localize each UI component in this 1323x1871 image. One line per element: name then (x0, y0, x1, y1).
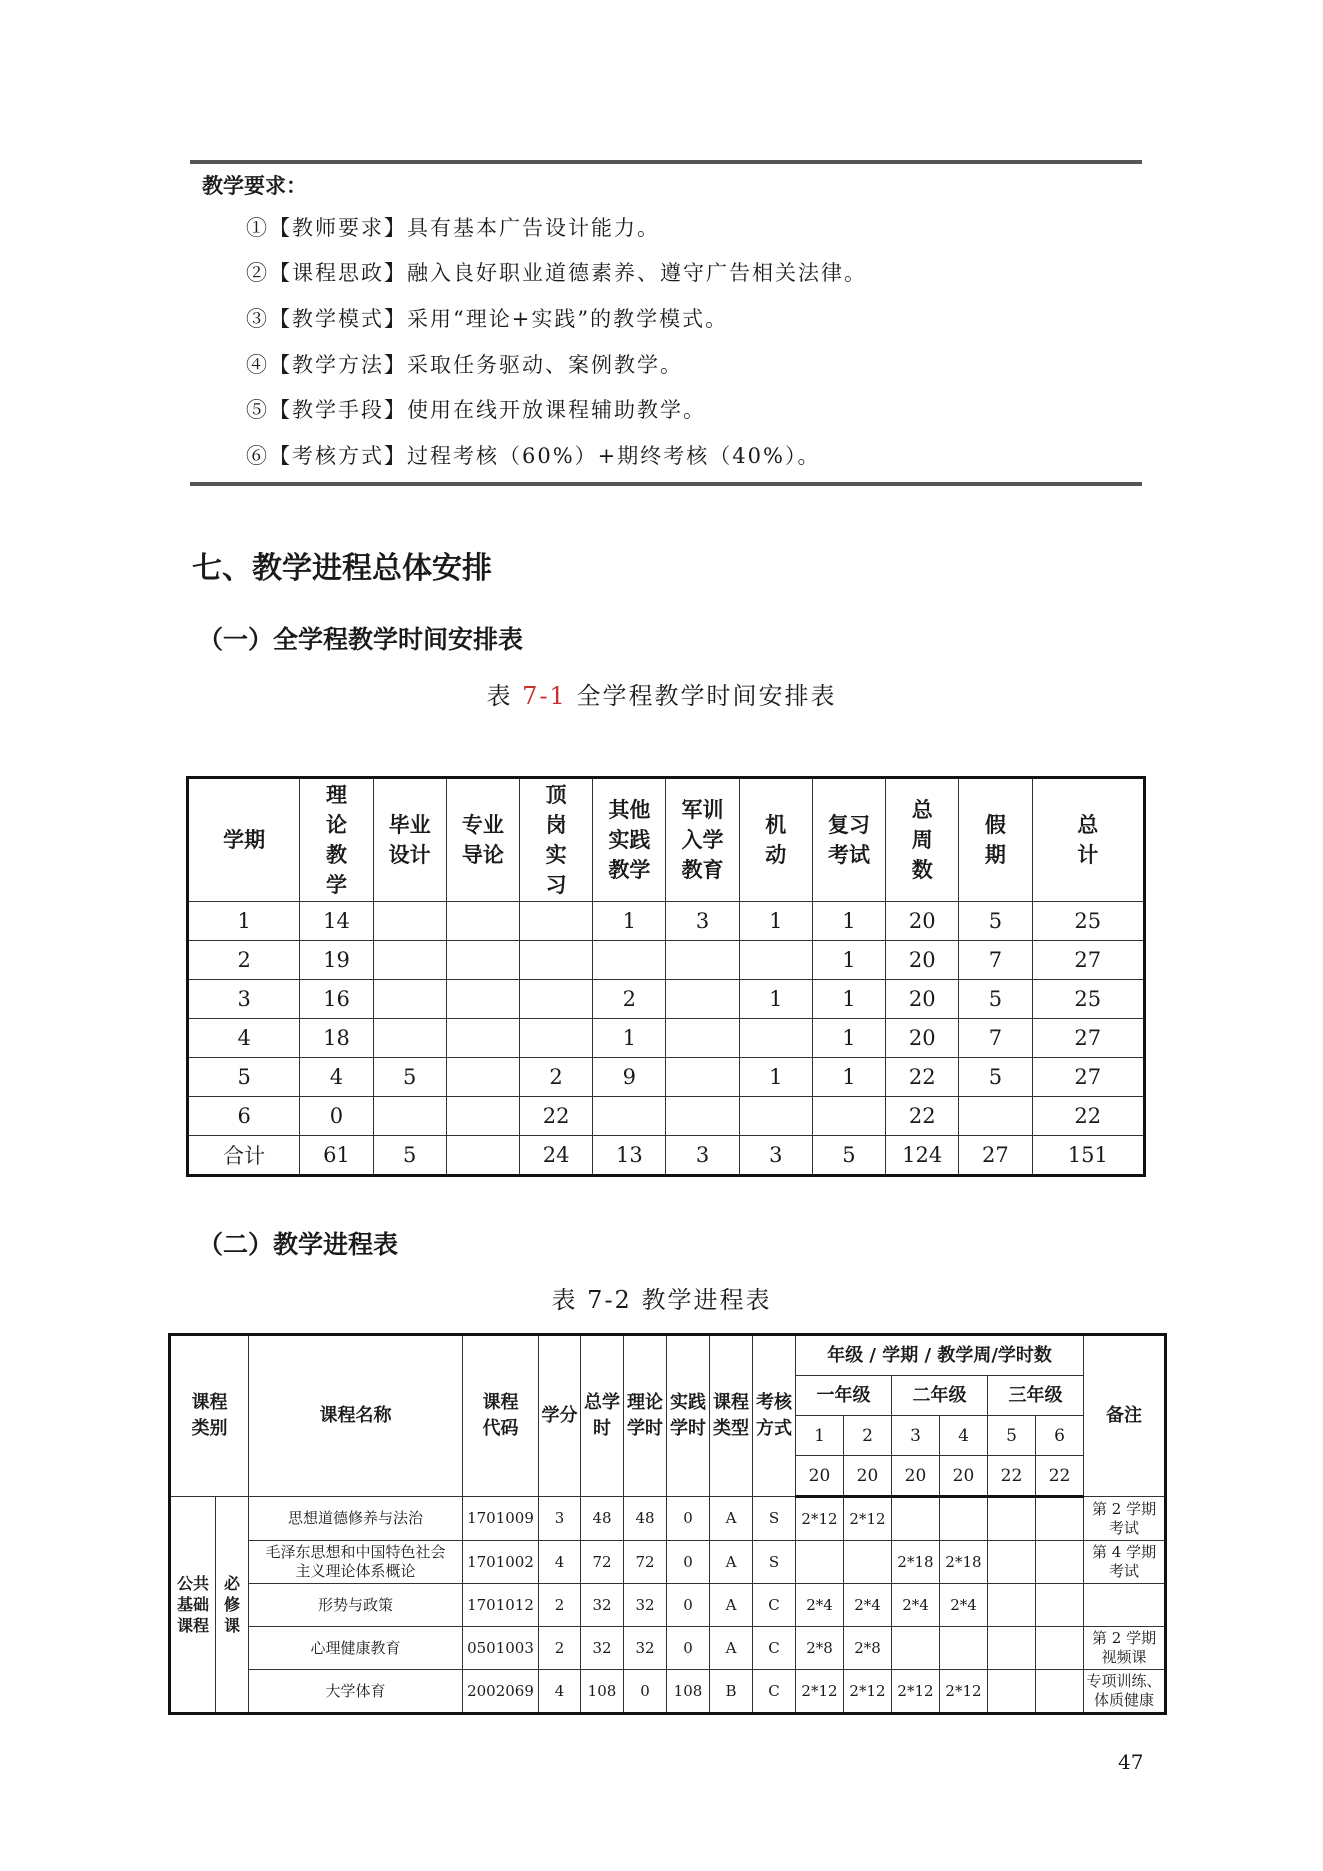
table-row (188, 1136, 1145, 1176)
table-cell: 5 (373, 1136, 446, 1176)
table-cell: 2 (520, 1058, 593, 1097)
term-hours-cell (988, 1584, 1036, 1627)
table-cell: 5 (812, 1136, 885, 1176)
category-subgroup-cell: 必 修 课 (216, 1497, 249, 1714)
table-cell: 7 (959, 1019, 1032, 1058)
table-cell: 7 (959, 941, 1032, 980)
table-row (188, 941, 1145, 980)
header-notes: 备注 (1084, 1335, 1166, 1497)
table-row (188, 1097, 1145, 1136)
table-cell: 1 (739, 980, 812, 1019)
table-cell: 151 (1032, 1136, 1144, 1176)
table-cell (373, 941, 446, 980)
table-cell (520, 1019, 593, 1058)
subsection-title-2: （二）教学进程表 (198, 1230, 399, 1259)
course-name-cell: 毛泽东思想和中国特色社会 主义理论体系概论 (249, 1541, 463, 1584)
practice-hours-cell: 0 (667, 1497, 710, 1541)
course-name-cell: 大学体育 (249, 1670, 463, 1714)
term-hours-cell (940, 1497, 988, 1541)
requirement-item: ②【课程思政】融入良好职业道德素养、遵守广告相关法律。 (246, 261, 867, 285)
header-year-3: 三年级 (988, 1376, 1084, 1416)
table-cell: 24 (520, 1136, 593, 1176)
note-cell (1084, 1584, 1166, 1627)
table-row (170, 1497, 1166, 1541)
table-cell: 22 (520, 1097, 593, 1136)
table-cell: 13 (593, 1136, 666, 1176)
term-hours-cell: 2*12 (844, 1497, 892, 1541)
credit-cell: 2 (539, 1627, 581, 1670)
header-year-2: 二年级 (892, 1376, 988, 1416)
table-cell: 18 (300, 1019, 373, 1058)
table-cell (739, 1097, 812, 1136)
header-weeks: 22 (1036, 1456, 1084, 1497)
practice-hours-cell: 108 (667, 1670, 710, 1714)
table-cell (666, 980, 739, 1019)
category-group-cell: 公共 基础 课程 (170, 1497, 216, 1714)
theory-hours-cell: 72 (624, 1541, 667, 1584)
table1-header-cell: 机 动 (739, 778, 812, 902)
theory-hours-cell: 32 (624, 1627, 667, 1670)
course-type-cell: A (710, 1584, 753, 1627)
table-cell: 20 (886, 1019, 959, 1058)
table-cell: 5 (959, 980, 1032, 1019)
term-hours-cell (1036, 1627, 1084, 1670)
table-cell: 22 (886, 1058, 959, 1097)
schedule-table-7-1 (186, 776, 1146, 1177)
header-total-hours: 总学 时 (581, 1335, 624, 1497)
table-cell: 1 (812, 902, 885, 941)
table1-header-cell: 总 计 (1032, 778, 1144, 902)
requirements-title: 教学要求： (202, 173, 307, 198)
header-term: 5 (988, 1416, 1036, 1456)
requirement-item: ⑤【教学手段】使用在线开放课程辅助教学。 (246, 398, 706, 422)
term-hours-cell (892, 1627, 940, 1670)
note-cell: 第 2 学期 考试 (1084, 1497, 1166, 1541)
table-cell: 3 (666, 1136, 739, 1176)
course-code-cell: 0501003 (463, 1627, 539, 1670)
requirement-item: ⑥【考核方式】过程考核（60%）+期终考核（40%）。 (246, 444, 821, 468)
term-hours-cell (1036, 1584, 1084, 1627)
table-cell: 4 (300, 1058, 373, 1097)
table-cell: 3 (666, 902, 739, 941)
term-hours-cell (892, 1497, 940, 1541)
exam-method-cell: C (753, 1670, 796, 1714)
table-cell (373, 1019, 446, 1058)
header-weeks: 20 (796, 1456, 844, 1497)
term-hours-cell (988, 1670, 1036, 1714)
header-weeks: 22 (988, 1456, 1036, 1497)
table-cell: 124 (886, 1136, 959, 1176)
table-cell: 27 (1032, 941, 1144, 980)
table1-header-cell: 顶 岗 实 习 (520, 778, 593, 902)
header-course-name: 课程名称 (249, 1335, 463, 1497)
table-cell: 6 (188, 1097, 300, 1136)
table-cell: 22 (886, 1097, 959, 1136)
table-row (188, 1058, 1145, 1097)
table-cell: 19 (300, 941, 373, 980)
course-name-cell: 思想道德修养与法治 (249, 1497, 463, 1541)
table-cell: 1 (593, 902, 666, 941)
caption-prefix: 表 (486, 682, 523, 710)
header-course-type: 课程 类型 (710, 1335, 753, 1497)
table-row (188, 980, 1145, 1019)
credit-cell: 4 (539, 1541, 581, 1584)
exam-method-cell: S (753, 1497, 796, 1541)
term-hours-cell (796, 1541, 844, 1584)
term-hours-cell (940, 1627, 988, 1670)
term-hours-cell: 2*8 (796, 1627, 844, 1670)
term-hours-cell: 2*8 (844, 1627, 892, 1670)
table-cell (373, 980, 446, 1019)
table-cell: 1 (739, 1058, 812, 1097)
table1-header-cell: 总 周 数 (886, 778, 959, 902)
term-hours-cell: 2*12 (892, 1670, 940, 1714)
requirement-item: ①【教师要求】具有基本广告设计能力。 (246, 216, 660, 240)
caption-text: 全学程教学时间安排表 (566, 682, 837, 710)
term-hours-cell: 2*12 (796, 1670, 844, 1714)
header-practice-hours: 实践 学时 (667, 1335, 710, 1497)
table-cell: 5 (959, 902, 1032, 941)
term-hours-cell (1036, 1670, 1084, 1714)
table-cell (373, 902, 446, 941)
credit-cell: 4 (539, 1670, 581, 1714)
table-cell (373, 1097, 446, 1136)
table-cell: 1 (739, 902, 812, 941)
table-cell: 2 (188, 941, 300, 980)
table-cell: 1 (812, 941, 885, 980)
table-cell: 3 (739, 1136, 812, 1176)
practice-hours-cell: 0 (667, 1584, 710, 1627)
header-term: 2 (844, 1416, 892, 1456)
term-hours-cell (988, 1627, 1036, 1670)
course-name-cell: 心理健康教育 (249, 1627, 463, 1670)
table-cell (520, 941, 593, 980)
table-cell: 0 (300, 1097, 373, 1136)
course-type-cell: A (710, 1497, 753, 1541)
table-row (170, 1627, 1166, 1670)
table1-header-cell: 假 期 (959, 778, 1032, 902)
header-course-code: 课程 代码 (463, 1335, 539, 1497)
table-cell (959, 1097, 1032, 1136)
table-cell: 5 (959, 1058, 1032, 1097)
course-code-cell: 1701012 (463, 1584, 539, 1627)
table-cell (446, 1097, 519, 1136)
term-hours-cell: 2*4 (892, 1584, 940, 1627)
credit-cell: 3 (539, 1497, 581, 1541)
table-cell: 20 (886, 941, 959, 980)
course-type-cell: A (710, 1627, 753, 1670)
table-cell: 合计 (188, 1136, 300, 1176)
table-cell (666, 1058, 739, 1097)
header-term: 4 (940, 1416, 988, 1456)
table-cell: 2 (593, 980, 666, 1019)
header-schedule: 年级 / 学期 / 教学周/学时数 (796, 1335, 1084, 1376)
table-cell (520, 902, 593, 941)
table1-header-cell: 理 论 教 学 (300, 778, 373, 902)
table-cell: 1 (188, 902, 300, 941)
exam-method-cell: S (753, 1541, 796, 1584)
total-hours-cell: 32 (581, 1584, 624, 1627)
teaching-progress-table-7-2 (168, 1333, 1167, 1715)
page-number: 47 (1118, 1750, 1144, 1774)
header-term: 6 (1036, 1416, 1084, 1456)
table-cell: 1 (593, 1019, 666, 1058)
requirement-item: ④【教学方法】采取任务驱动、案例教学。 (246, 353, 683, 377)
table-cell: 16 (300, 980, 373, 1019)
caption-number: 7-1 (522, 682, 567, 710)
table-cell (812, 1097, 885, 1136)
table1-header-cell: 学期 (188, 778, 300, 902)
header-theory-hours: 理论 学时 (624, 1335, 667, 1497)
table-cell (739, 941, 812, 980)
table-cell (666, 1019, 739, 1058)
total-hours-cell: 108 (581, 1670, 624, 1714)
requirement-item: ③【教学模式】采用“理论+实践”的教学模式。 (246, 307, 729, 331)
term-hours-cell: 2*4 (796, 1584, 844, 1627)
header-year-1: 一年级 (796, 1376, 892, 1416)
table-row (188, 902, 1145, 941)
table-cell (446, 902, 519, 941)
note-cell: 第 2 学期 视频课 (1084, 1627, 1166, 1670)
table-cell: 61 (300, 1136, 373, 1176)
table1-header-cell: 其他 实践 教学 (593, 778, 666, 902)
theory-hours-cell: 48 (624, 1497, 667, 1541)
course-code-cell: 1701009 (463, 1497, 539, 1541)
section-title: 七、教学进程总体安排 (192, 551, 492, 586)
credit-cell: 2 (539, 1584, 581, 1627)
table-cell (666, 941, 739, 980)
header-exam-method: 考核 方式 (753, 1335, 796, 1497)
table-cell: 3 (188, 980, 300, 1019)
table-cell: 20 (886, 902, 959, 941)
table-cell (593, 1097, 666, 1136)
practice-hours-cell: 0 (667, 1627, 710, 1670)
term-hours-cell: 2*4 (844, 1584, 892, 1627)
term-hours-cell: 2*12 (796, 1497, 844, 1541)
header-weeks: 20 (892, 1456, 940, 1497)
table2-caption: 表 7-2 教学进程表 (551, 1286, 772, 1314)
term-hours-cell (988, 1541, 1036, 1584)
table-cell: 25 (1032, 902, 1144, 941)
term-hours-cell: 2*12 (940, 1670, 988, 1714)
course-type-cell: A (710, 1541, 753, 1584)
table-cell: 5 (188, 1058, 300, 1097)
table-cell: 1 (812, 1019, 885, 1058)
table-cell (446, 1136, 519, 1176)
table-cell (446, 1019, 519, 1058)
course-code-cell: 2002069 (463, 1670, 539, 1714)
table1-header-cell: 军训 入学 教育 (666, 778, 739, 902)
top-rule (190, 160, 1142, 164)
table-cell: 27 (959, 1136, 1032, 1176)
total-hours-cell: 32 (581, 1627, 624, 1670)
header-weeks: 20 (940, 1456, 988, 1497)
table-cell (739, 1019, 812, 1058)
table-cell (446, 941, 519, 980)
header-category: 课程 类别 (170, 1335, 249, 1497)
course-code-cell: 1701002 (463, 1541, 539, 1584)
note-cell: 专项训练、 体质健康 (1084, 1670, 1166, 1714)
header-term: 1 (796, 1416, 844, 1456)
total-hours-cell: 48 (581, 1497, 624, 1541)
term-hours-cell: 2*18 (940, 1541, 988, 1584)
term-hours-cell (1036, 1541, 1084, 1584)
table1-header-row (188, 778, 1145, 902)
term-hours-cell: 2*18 (892, 1541, 940, 1584)
table-cell: 27 (1032, 1019, 1144, 1058)
table-row (188, 1019, 1145, 1058)
table1-header-cell: 毕业 设计 (373, 778, 446, 902)
table-cell: 25 (1032, 980, 1144, 1019)
course-name-cell: 形势与政策 (249, 1584, 463, 1627)
exam-method-cell: C (753, 1584, 796, 1627)
note-cell: 第 4 学期 考试 (1084, 1541, 1166, 1584)
table-cell: 9 (593, 1058, 666, 1097)
course-type-cell: B (710, 1670, 753, 1714)
table-cell: 20 (886, 980, 959, 1019)
bottom-rule (190, 482, 1142, 486)
table-row (170, 1541, 1166, 1584)
table-cell: 4 (188, 1019, 300, 1058)
subsection-title-1: （一）全学程教学时间安排表 (198, 625, 524, 654)
term-hours-cell: 2*12 (844, 1670, 892, 1714)
table-cell: 1 (812, 1058, 885, 1097)
total-hours-cell: 72 (581, 1541, 624, 1584)
table1-caption (0, 676, 1323, 711)
table1-header-cell: 专业 导论 (446, 778, 519, 902)
header-credit: 学分 (539, 1335, 581, 1497)
theory-hours-cell: 32 (624, 1584, 667, 1627)
table-row (170, 1670, 1166, 1714)
term-hours-cell: 2*4 (940, 1584, 988, 1627)
table-cell: 27 (1032, 1058, 1144, 1097)
term-hours-cell (1036, 1497, 1084, 1541)
theory-hours-cell: 0 (624, 1670, 667, 1714)
header-term: 3 (892, 1416, 940, 1456)
table1-header-cell: 复习 考试 (812, 778, 885, 902)
table-cell (666, 1097, 739, 1136)
exam-method-cell: C (753, 1627, 796, 1670)
table-cell: 1 (812, 980, 885, 1019)
term-hours-cell (988, 1497, 1036, 1541)
table-row (170, 1584, 1166, 1627)
table-cell: 5 (373, 1058, 446, 1097)
table-cell (446, 1058, 519, 1097)
table-cell: 22 (1032, 1097, 1144, 1136)
table-cell (446, 980, 519, 1019)
table-cell (520, 980, 593, 1019)
term-hours-cell (844, 1541, 892, 1584)
table-cell (593, 941, 666, 980)
teaching-requirements (190, 160, 1142, 486)
header-weeks: 20 (844, 1456, 892, 1497)
practice-hours-cell: 0 (667, 1541, 710, 1584)
table-cell: 14 (300, 902, 373, 941)
